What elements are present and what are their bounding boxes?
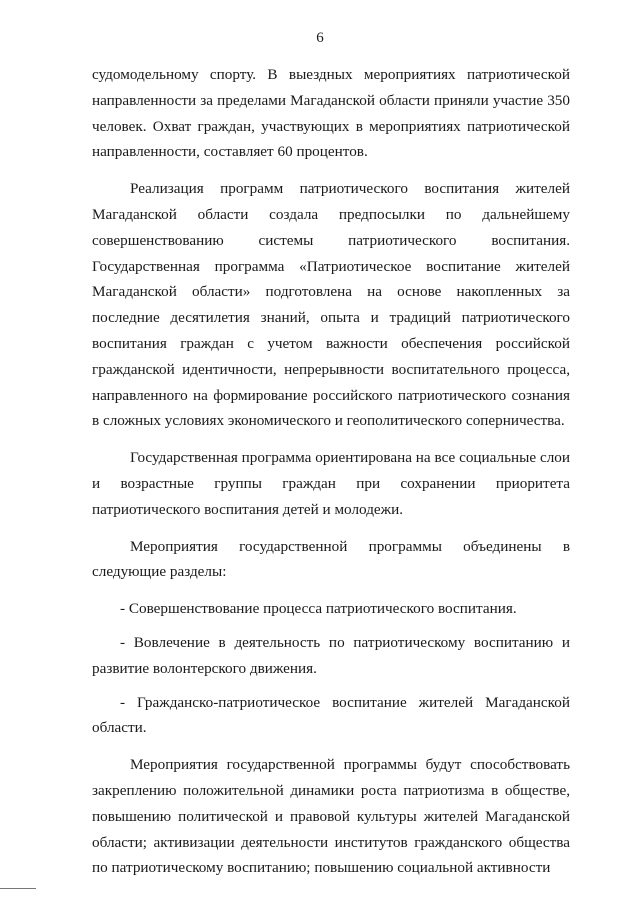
paragraph-5: Мероприятия государственной программы будут способствовать закреплению положительной динамики роста патриотизма в обществе, повышению политической и правовой культуры жителей Магаданской области; активизации деятельности институтов гражданского общества по патриотическому воспитанию; повышению социальной активности [92,756,570,877]
document-body [92,62,570,881]
paragraph-4: Мероприятия государственной программы объединены в следующие разделы: [92,537,570,581]
paragraph-1: судомодельному спорту. В выездных мероприятиях патриотической направленности за пределами Магаданской области приняли участие 350 человек. Охват граждан, участвующих в мероприятиях патриотической направленности, составляет 60 процентов. [92,66,570,161]
section-list-item-3: - Гражданско-патриотическое воспитание жителей Магаданской области. [92,693,570,737]
section-list-item-2: - Вовлечение в деятельность по патриотическому воспитанию и развитие волонтерского движения. [92,633,570,677]
paragraph-2: Реализация программ патриотического воспитания жителей Магаданской области создала предпосылки по дальнейшему совершенствованию системы патриотического воспитания. Государственная программа «Патриотическое воспитание жителей Магаданской области» подготовлена на основе накопленных за последние десятилетия знаний, опыта и традиций патриотического воспитания граждан с учетом важности обеспечения российской гражданской идентичности, непрерывности воспитательного процесса, направленного на формирование российского патриотического сознания в сложных условиях экономического и геополитического соперничества. [92,180,570,430]
paragraph-3: Государственная программа ориентирована на все социальные слои и возрастные группы граждан при сохранении приоритета патриотического воспитания детей и молодежи. [92,449,570,518]
page-number: 6 [316,30,324,46]
scan-edge-mark [0,888,36,889]
section-list-item-1: - Совершенствование процесса патриотического воспитания. [120,600,517,618]
